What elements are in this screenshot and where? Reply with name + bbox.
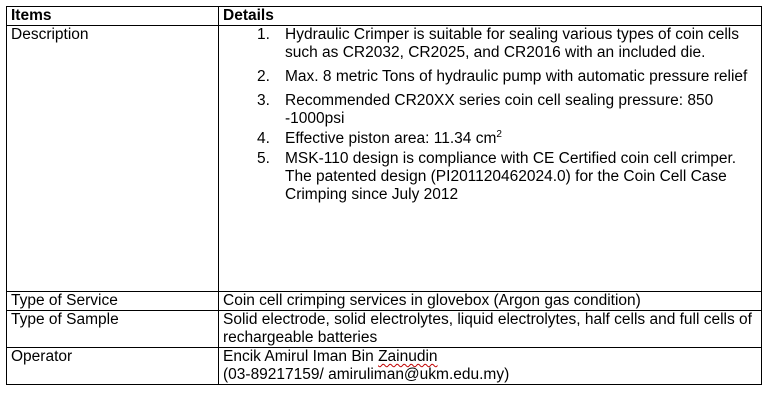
- superscript-2: 2: [496, 128, 502, 140]
- header-row: [7, 7, 762, 26]
- description-list: [223, 26, 757, 204]
- operator-row: [7, 348, 762, 385]
- service-row: [7, 292, 762, 311]
- specification-table: [6, 6, 762, 385]
- operator-value: [219, 348, 762, 385]
- operator-label: Operator: [7, 348, 219, 385]
- description-item-4: 4. Effective piston area: 11.34 $cm^2$: [257, 128, 502, 147]
- header-details: Details: [219, 7, 762, 26]
- operator-surname: Zainudin: [378, 348, 438, 365]
- service-label: Type of Service: [7, 292, 219, 311]
- description-label: Description: [7, 26, 219, 292]
- header-items: Items: [7, 7, 219, 26]
- operator-name: Encik Amirul Iman Bin Zainudin: [223, 348, 438, 365]
- service-value: Coin cell crimping services in glovebox (Argon gas condition): [219, 292, 762, 311]
- description-item-1: 1. Hydraulic Crimper is suitable for sealing various types of coin cells such as CR2032, CR2025, and CR2016 with an included die.: [257, 26, 739, 61]
- sample-row: [7, 311, 762, 348]
- description-item-5: 5. MSK-110 design is compliance with CE Certified coin cell crimper. The patented design (PI201120462024.0) for the Coin Cell Case Crimping since July 2012: [257, 150, 737, 203]
- operator-contact: (03-89217159/ amiruliman@ukm.edu.my): [223, 366, 510, 383]
- sample-label: Type of Sample: [7, 311, 219, 348]
- description-details: [219, 26, 762, 292]
- sample-value: Solid electrode, solid electrolytes, liquid electrolytes, half cells and full cells of rechargeable batteries: [219, 311, 762, 348]
- description-item-2: 2. Max. 8 metric Tons of hydraulic pump with automatic pressure relief: [257, 68, 748, 85]
- description-item-3: 3. Recommended CR20XX series coin cell sealing pressure: 850 -1000psi: [257, 92, 714, 127]
- description-row: [7, 26, 762, 292]
